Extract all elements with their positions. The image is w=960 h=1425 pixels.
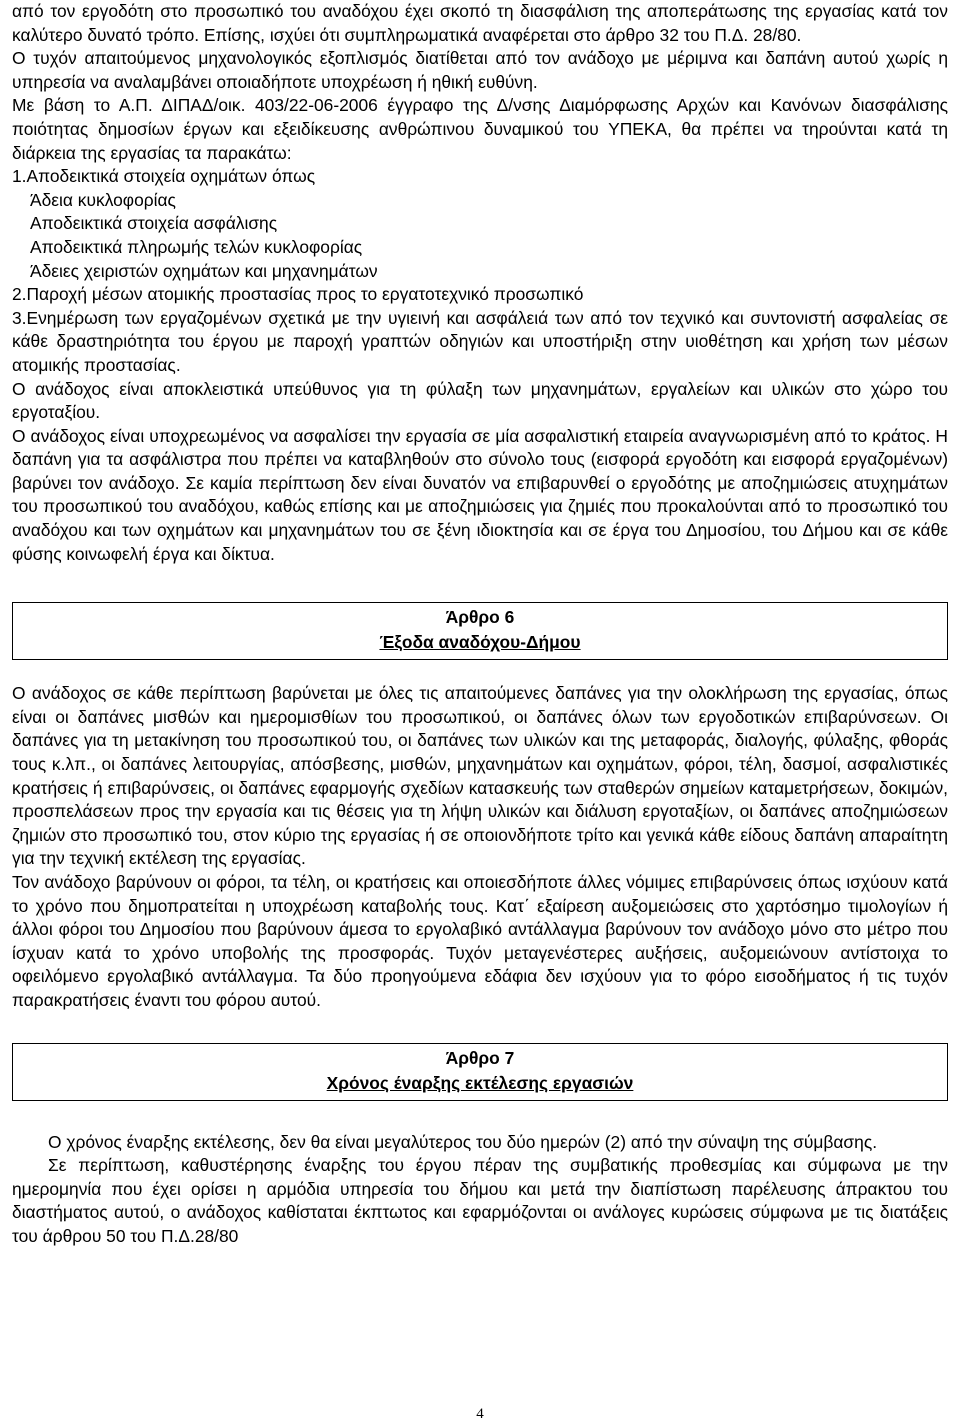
- article-6-paragraph-2: Τον ανάδοχο βαρύνουν οι φόροι, τα τέλη, οι κρατήσεις και οποιεσδήποτε άλλες νόμιμες επιβαρύνσεις όπως ισχύουν κατά το χρόνο που δημοπρατείται η υποχρέωση καταβολής τους. Κατ΄ εξαίρεση αυξομειώσεις στο χαρτόσημο τιμολογίων ή άλλοι φόροι του Δημοσίου που βαρύνουν άμεσα το εργολαβικό αντάλλαγμα βαρύνουν τον ανάδοχο μόνο στο μέτρο που ίσχυαν κατά το χρόνο υποβολής της προσφοράς. Τυχόν μεταγενέστερες αυξήσεις, αυξομειώνουν αντίστοιχα το οφειλόμενο εργολαβικό αντάλλαγμα. Τα δύο προηγούμενα εδάφια δεν ισχύουν για το φόρο εισοδήματος ή τις τυχόν παρακρατήσεις έναντι του φόρου αυτού.: [12, 872, 948, 1010]
- article-7-heading-box: [12, 1043, 948, 1101]
- paragraph-mid-2: Ο ανάδοχος είναι υποχρεωμένος να ασφαλίσει την εργασία σε μία ασφαλιστική εταιρεία αναγνωρισμένη από το κράτος. Η δαπάνη για τα ασφάλιστρα που πρέπει να καταβληθούν στο σύνολο τους (εισφορά εργοδότη και εισφορά εργαζομένων) βαρύνει τον ανάδοχο. Σε καμία περίπτωση δεν είναι δυνατόν να επιβαρυνθεί ο εργοδότης με αποζημιώσεις ατυχημάτων του προσωπικού του αναδόχου, καθώς επίσης και με αποζημιώσεις για ζημιές που προκαλούνται από το προσωπικό του αναδόχου και των οχημάτων και μηχανημάτων του σε ξένη ιδιοκτησία και σε έργα του Δημοσίου, του Δήμου και σε κάθε φύσης κοινωφελή έργα και δίκτυα.: [12, 425, 948, 564]
- article-6-paragraph-1: Ο ανάδοχος σε κάθε περίπτωση βαρύνεται με όλες τις απαιτούμενες δαπάνες για την ολοκλήρωση της εργασίας, όπως είναι οι δαπάνες μισθών και ημερομισθίων του προσωπικού, οι δαπάνες όλων των εργοδοτικών επιβαρύνσεων. Οι δαπάνες για τη μετακίνηση του προσωπικού του, οι δαπάνες των υλικών και της μεταφοράς, διαλογής, φύλαξης, φθοράς τους κ.λπ., οι δαπάνες λειτουργίας, απόσβεσης, μισθών, μηχανημάτων και οχημάτων, φόροι, τέλη, δασμοί, ασφαλιστικές κρατήσεις ή επιβαρύνσεις, οι δαπάνες εφαρμογής σχεδίων κατασκευής των σταθερών σημείων καταμετρήσεων, δοκιμών, προσπελάσεων προς την εργασία και τις θέσεις για τη λήψη υλικών και διάλυση εργοταξίων, οι δαπάνες αποζημιώσεων ζημιών στο προσωπικό του, στον κύριο της εργασίας ή σε οποιονδήποτε τρίτο και γενικά κάθε είδους δαπάνη απαραίτητη για την τεχνική εκτέλεση της εργασίας.: [12, 683, 948, 869]
- list-item-1: 1.Αποδεικτικά στοιχεία οχημάτων όπως: [12, 166, 316, 187]
- article-7-paragraph-2: Σε περίπτωση, καθυστέρησης έναρξης του έργου πέραν της συμβατικής προθεσμίας και σύμφωνα με την ημερομηνία που έχει ορίσει η αρμόδια υπηρεσία του δήμου και μετά την διαπίστωση παρέλευσης άπρακτου του διαστήματος αυτού, ο ανάδοχος καθίσταται έκπτωτος και εφαρμόζονται οι ανάλογες κυρώσεις σύμφωνα με τις διατάξεις του άρθρου 50 του Π.Δ.28/80: [12, 1155, 948, 1246]
- article-6-subtitle: Έξοδα αναδόχου-Δήμου: [379, 632, 581, 653]
- list-item-3: 3.Ενημέρωση των εργαζομένων σχετικά με την υγιεινή και ασφάλειά των από τον τεχνικό και συντονιστή ασφαλείας σε κάθε δραστηριότητα του έργου με παροχή γραπτών οδηγιών και υποστήριξη στην υιοθέτηση και χρήση των μέσων ατομικής προστασίας.: [12, 307, 948, 375]
- article-6-title: Άρθρο 6: [445, 607, 515, 628]
- list-subitem: Άδεια κυκλοφορίας: [30, 189, 176, 210]
- document-page: [12, 0, 948, 1249]
- page-number: 4: [476, 1406, 484, 1422]
- list-subitem: Αποδεικτικά στοιχεία ασφάλισης: [30, 213, 278, 234]
- article-6-heading-box: [12, 602, 948, 660]
- list-subitem: Άδειες χειριστών οχημάτων και μηχανημάτων: [30, 260, 378, 281]
- paragraph-top-2: Ο τυχόν απαιτούμενος μηχανολογικός εξοπλισμός διατίθεται από τον ανάδοχο με μέριμνα και δαπάνη αυτού χωρίς η υπηρεσία να αναλαμβάνει οποιαδήποτε υποχρέωση ή ηθική ευθύνη.: [12, 48, 948, 92]
- article-7-title: Άρθρο 7: [445, 1047, 515, 1068]
- article-7-subtitle: Χρόνος έναρξης εκτέλεσης εργασιών: [326, 1072, 634, 1093]
- paragraph-top-3: Με βάση το Α.Π. ΔΙΠΑΔ/οικ. 403/22-06-2006 έγγραφο της Δ/νσης Διαμόρφωσης Αρχών και Κανόνων διασφάλισης ποιότητας δημοσίων έργων και εξειδίκευσης ανθρώπινου δυναμικού του ΥΠΕΚΑ, θα πρέπει να τηρούνται κατά τη διάρκεια της εργασίας τα παρακάτω:: [12, 95, 948, 163]
- paragraph-top-1: από τον εργοδότη στο προσωπικό του αναδόχου έχει σκοπό τη διασφάλιση της αποπεράτωσης της εργασίας κατά τον καλύτερο δυνατό τρόπο. Επίσης, ισχύει ότι συμπληρωματικά αναφέρεται στο άρθρο 32 του Π.Δ. 28/80.: [12, 1, 948, 45]
- list-item-2: 2.Παροχή μέσων ατομικής προστασίας προς το εργατοτεχνικό προσωπικό: [12, 284, 584, 305]
- list-subitem: Αποδεικτικά πληρωμής τελών κυκλοφορίας: [30, 236, 363, 257]
- article-7-paragraph-1: Ο χρόνος έναρξης εκτέλεσης, δεν θα είναι μεγαλύτερος του δύο ημερών (2) από την σύναψη της σύμβασης.: [48, 1131, 878, 1152]
- paragraph-mid-1: Ο ανάδοχος είναι αποκλειστικά υπεύθυνος για τη φύλαξη των μηχανημάτων, εργαλείων και υλικών στο χώρο του εργοταξίου.: [12, 378, 948, 423]
